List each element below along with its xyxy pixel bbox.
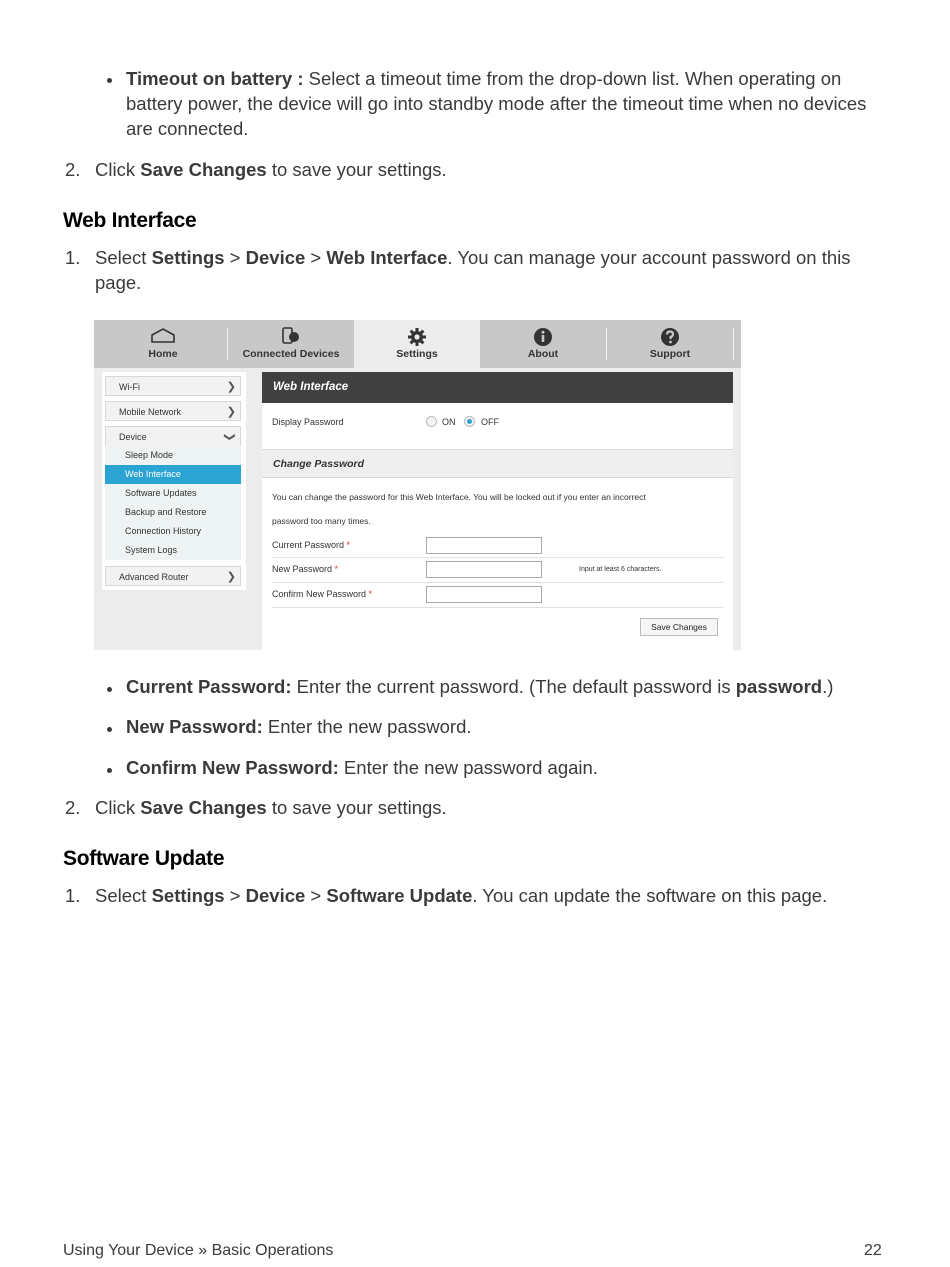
- step-bold: Web Interface: [326, 247, 448, 268]
- step-text-post: page.: [95, 272, 142, 293]
- step-number: 2.: [65, 797, 81, 818]
- tab-label: Home: [148, 348, 178, 360]
- settings-panel: [262, 372, 733, 650]
- separator: >: [224, 247, 246, 268]
- bullet-text: Select a timeout time from the drop-down list. When operating on: [303, 68, 842, 89]
- sidebar-subitem-web-interface[interactable]: Web Interface: [105, 465, 241, 484]
- sidebar-subitem-backup-restore[interactable]: Backup and Restore: [105, 503, 241, 522]
- help-icon: [660, 327, 680, 350]
- sidebar-item-advanced-router[interactable]: [105, 566, 241, 586]
- radio-off-label: OFF: [481, 417, 499, 427]
- display-password-label: Display Password: [272, 417, 344, 427]
- gear-icon: [407, 327, 427, 350]
- bullet-dot: [107, 727, 112, 732]
- top-tab-bar: [94, 320, 741, 368]
- sidebar-item-wifi[interactable]: [105, 376, 241, 396]
- step-text-post: to save your settings.: [266, 159, 447, 180]
- tab-settings[interactable]: [354, 320, 480, 368]
- bullet-label: Current Password:: [126, 676, 292, 697]
- step-number: 1.: [65, 885, 81, 906]
- required-mark: *: [346, 540, 351, 550]
- step-bold: Software Update: [326, 885, 473, 906]
- tab-label: About: [527, 348, 559, 360]
- tab-divider: [227, 328, 228, 360]
- sidebar-item-mobile-network[interactable]: [105, 401, 241, 421]
- new-password-input[interactable]: [426, 561, 542, 578]
- sidebar-item-label: Advanced Router: [119, 572, 189, 582]
- bullet-label: New Password:: [126, 716, 263, 737]
- settings-sidebar: [102, 372, 246, 590]
- step-text-post: . You can manage your account password on this: [447, 247, 851, 268]
- tab-label: Support: [649, 348, 691, 360]
- double-chevron-icon: »: [198, 1242, 208, 1259]
- chevron-right-icon: ❯: [226, 571, 236, 583]
- step-text: [95, 157, 447, 182]
- section-heading-software-update: Software Update: [63, 847, 225, 870]
- field-label: Confirm New Password: [272, 589, 367, 599]
- separator: >: [224, 885, 246, 906]
- tab-about[interactable]: [482, 320, 604, 368]
- separator: >: [305, 247, 327, 268]
- info-icon: [533, 327, 553, 350]
- step-text-post: to save your settings.: [266, 797, 447, 818]
- sidebar-subitem-software-updates[interactable]: Software Updates: [105, 484, 241, 503]
- sidebar-item-label: Device: [119, 432, 147, 442]
- display-password-on-radio[interactable]: [426, 416, 437, 427]
- field-bullet-new-password: [126, 714, 472, 739]
- step-text-pre: Select: [95, 885, 152, 906]
- field-bullet-confirm-password: [126, 755, 598, 780]
- step-number: 2.: [65, 159, 81, 180]
- bullet-text: Enter the current password. (The default password is: [291, 676, 736, 697]
- bullet-label: Confirm New Password:: [126, 757, 339, 778]
- step-bold: Device: [245, 885, 306, 906]
- confirm-password-label: [272, 589, 372, 599]
- bullet-dot: [107, 768, 112, 773]
- bullet-text: are connected.: [126, 118, 249, 139]
- required-mark: *: [368, 589, 373, 599]
- step-text-post: . You can update the software on this page.: [472, 885, 828, 906]
- step-text-pre: Click: [95, 797, 141, 818]
- bullet-text: Enter the new password.: [262, 716, 472, 737]
- footer-section: Using Your Device: [63, 1242, 194, 1259]
- sidebar-subitem-connection-history[interactable]: Connection History: [105, 522, 241, 541]
- new-password-label: [272, 564, 338, 574]
- tab-connected-devices[interactable]: [230, 320, 352, 368]
- confirm-password-input[interactable]: [426, 586, 542, 603]
- bullet-dot: [107, 78, 112, 83]
- bullet-bold: password: [735, 676, 823, 697]
- footer-subsection: Basic Operations: [211, 1242, 334, 1259]
- step-bold: Save Changes: [140, 797, 267, 818]
- change-password-info: You can change the password for this Web Interface. You will be locked out if you enter an incorrect: [272, 492, 646, 502]
- sidebar-item-label: Wi-Fi: [119, 382, 140, 392]
- section-heading-web-interface: Web Interface: [63, 209, 197, 232]
- step-bold: Device: [245, 247, 306, 268]
- tab-label: Connected Devices: [242, 348, 340, 360]
- tab-divider: [733, 328, 734, 360]
- bullet-text: Enter the new password again.: [338, 757, 598, 778]
- tab-divider: [606, 328, 607, 360]
- field-bullet-current-password: [126, 674, 833, 699]
- step-bold: Save Changes: [140, 159, 267, 180]
- devices-icon: [281, 327, 301, 348]
- field-label: New Password: [272, 564, 333, 574]
- radio-on-label: ON: [442, 417, 456, 427]
- tab-support[interactable]: [609, 320, 731, 368]
- sidebar-subitem-sleep-mode[interactable]: Sleep Mode: [105, 446, 241, 465]
- sidebar-subitem-system-logs[interactable]: System Logs: [105, 541, 241, 560]
- save-changes-button[interactable]: Save Changes: [640, 618, 718, 636]
- step-text: [95, 883, 827, 908]
- chevron-right-icon: ❯: [226, 406, 236, 418]
- web-interface-screenshot: [94, 320, 741, 650]
- separator: >: [305, 885, 327, 906]
- footer-breadcrumb: [63, 1242, 333, 1260]
- bullet-text: .): [822, 676, 834, 697]
- tab-label: Settings: [396, 348, 438, 360]
- step-text: [95, 795, 447, 820]
- timeout-bullet: [126, 66, 886, 141]
- step-text-pre: Click: [95, 159, 141, 180]
- row-divider: [272, 607, 724, 608]
- change-password-title: Change Password: [262, 449, 733, 478]
- bullet-label: Timeout on battery :: [126, 68, 304, 89]
- current-password-label: [272, 540, 350, 550]
- panel-title: Web Interface: [262, 372, 733, 403]
- bullet-dot: [107, 687, 112, 692]
- tab-home[interactable]: [102, 320, 224, 368]
- step-number: 1.: [65, 247, 81, 268]
- home-icon: [150, 327, 176, 346]
- change-password-info: password too many times.: [272, 516, 371, 526]
- page-number: 22: [864, 1242, 882, 1259]
- field-label: Current Password: [272, 540, 345, 550]
- step-text: [95, 245, 885, 295]
- chevron-right-icon: ❯: [226, 381, 236, 393]
- bullet-text: battery power, the device will go into standby mode after the timeout time when no devices: [126, 93, 867, 114]
- new-password-hint: Input at least 6 characters.: [579, 566, 662, 573]
- chevron-down-icon: ❯: [223, 432, 236, 442]
- step-bold: Settings: [151, 885, 225, 906]
- required-mark: *: [334, 564, 339, 574]
- display-password-off-radio[interactable]: [464, 416, 475, 427]
- sidebar-item-device[interactable]: [105, 426, 241, 446]
- sidebar-item-label: Mobile Network: [119, 407, 182, 417]
- current-password-input[interactable]: [426, 537, 542, 554]
- row-divider: [272, 557, 724, 558]
- row-divider: [272, 582, 724, 583]
- step-text-pre: Select: [95, 247, 152, 268]
- step-bold: Settings: [151, 247, 225, 268]
